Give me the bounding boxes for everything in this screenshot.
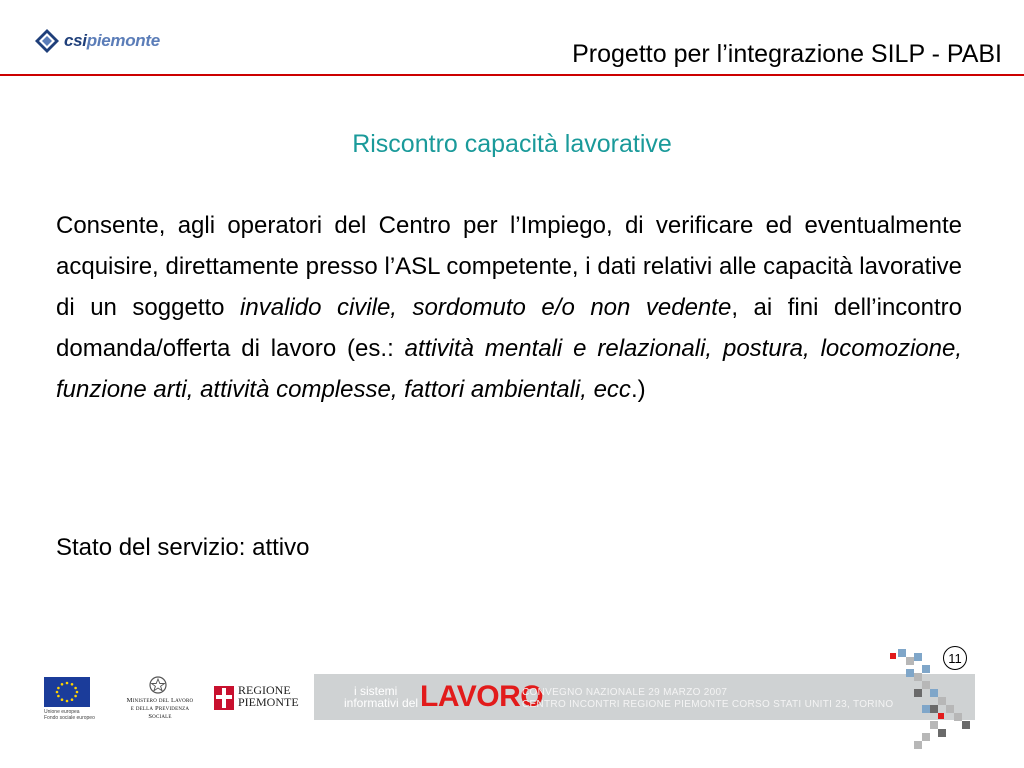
csi-diamond-icon xyxy=(34,28,60,54)
slide-body-paragraph: Consente, agli operatori del Centro per l’Impiego, di verificare ed eventualmente acquisire, direttamente presso l’ASL competente, i dati relativi alle capacità lavorative di un soggetto invalido civile, sordomuto e/o non vedente, ai fini dell’incontro domanda/offerta di lavoro (es.: attività mentali e relazionali, postura, locomozione, funzione arti, attività complesse, fattori ambientali, ecc.) xyxy=(56,212,963,403)
pixel-map-decoration xyxy=(878,645,978,755)
eu-stars-icon xyxy=(44,677,90,707)
regione-piemonte-logo: REGIONE PIEMONTE xyxy=(214,684,304,714)
page-number: 11 xyxy=(943,646,967,670)
emblem-icon xyxy=(148,675,168,695)
logo-text: csipiemonte xyxy=(64,31,160,50)
italic-phrase: invalido civile, sordomuto e/o non vedente xyxy=(240,294,732,321)
service-status: Stato del servizio: attivo xyxy=(56,534,310,561)
banner-lavoro-text: LAVORO xyxy=(420,680,544,713)
footer: Unione europea Fondo sociale europeo Ministero del Lavoro e della Previdenza Sociale REGIONE PIEMONTE i sistemi informativi del LAVORO CONVEGNO NAZIONALE 29 MARZO 2007 CENTRO INCONTRI REGIONE PIEMONTE CORSO STATI UNITI 23, TORINO xyxy=(0,665,1024,765)
banner-event-info: CONVEGNO NAZIONALE 29 MARZO 2007 CENTRO INCONTRI REGIONE PIEMONTE CORSO STATI UNITI 23, TORINO xyxy=(522,687,894,710)
eu-caption: Unione europea Fondo sociale europeo xyxy=(44,709,95,721)
presentation-title: Progetto per l’integrazione SILP - PABI xyxy=(572,40,1002,68)
banner-small-text: i sistemi informativi del xyxy=(344,684,419,710)
csi-piemonte-logo xyxy=(34,26,184,56)
lavoro-banner xyxy=(314,674,975,720)
slide-title: Riscontro capacità lavorative xyxy=(352,130,672,158)
italic-examples: attività mentali e relazionali, postura, locomozione, funzione arti, attività complesse, fattori ambientali, ecc xyxy=(56,335,962,403)
eu-flag-logo xyxy=(44,677,90,707)
regione-shield-icon xyxy=(214,686,234,710)
header-divider xyxy=(0,74,1024,76)
